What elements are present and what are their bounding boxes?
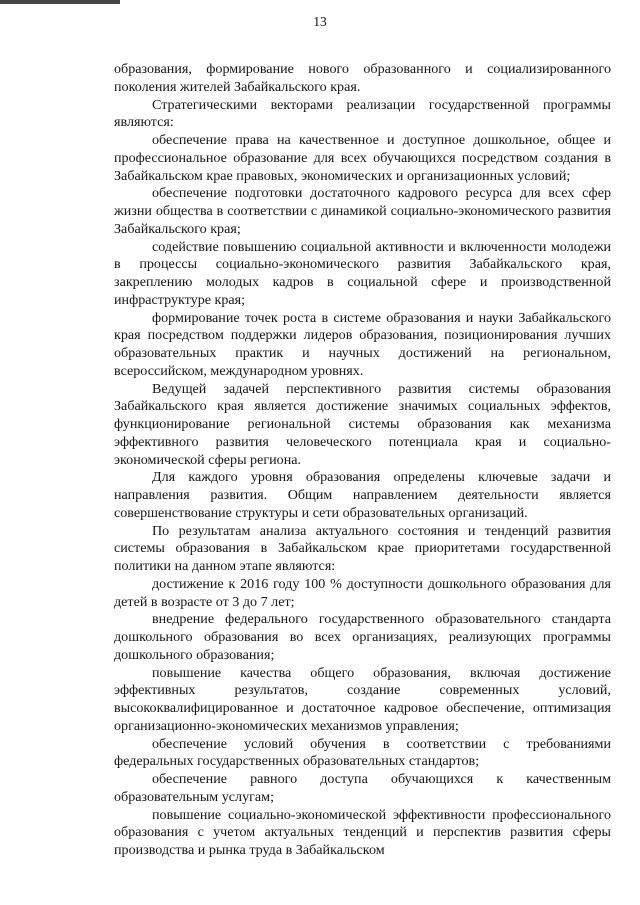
list-item-equal-access: обеспечение равного доступа обучающихся к качественным образовательным услугам;	[114, 771, 611, 805]
paragraph-education-levels: Для каждого уровня образования определены ключевые задачи и направления развития. Общим направлением деятельности является совершенствование структуры и сети образовательных организаций.	[114, 469, 611, 521]
list-item-youth-activity: содействие повышению социальной активности и включенности молодежи в процессы социально-экономического развития Забайкальского края, закреплению молодых кадров в социальной сфере и производственной инфраструктуре края;	[114, 238, 611, 308]
paragraph-leading-task: Ведущей задачей перспективного развития системы образования Забайкальского края является достижение значимых социальных эффектов, функционирование региональной системы образования как механизма эффективного развития человеческого потенциала края и социально-экономической сферы региона.	[114, 380, 611, 468]
list-item-preschool-access: достижение к 2016 году 100 % доступности дошкольного образования для детей в возрасте от 3 до 7 лет;	[114, 575, 611, 610]
list-item-fgos-preschool: внедрение федерального государственного образовательного стандарта дошкольного образования во всех организациях, реализующих программы дошкольного образования;	[114, 611, 611, 663]
list-item-vocational-efficiency: повышение социально-экономической эффективности профессионального образования с учетом актуальных тенденций и перспектив развития сферы производства и рынка труда в Забайкальском	[114, 806, 611, 858]
page-number: 13	[313, 14, 327, 29]
scan-edge-mark	[0, 0, 120, 4]
body-text	[114, 61, 611, 860]
list-item-learning-conditions: обеспечение условий обучения в соответствии с требованиями федеральных государственных образовательных стандартов;	[114, 735, 611, 770]
paragraph-strategic-vectors-intro: Стратегическими векторами реализации государственной программы являются:	[114, 96, 611, 131]
list-item-general-education-quality: повышение качества общего образования, включая достижение эффективных результатов, создание современных условий, высококвалифицированное и достаточное кадровое обеспечение, оптимизация организационно-экономических механизмов управления;	[114, 664, 611, 734]
list-item-education-rights: обеспечение права на качественное и доступное дошкольное, общее и профессиональное образование для всех обучающихся посредством создания в Забайкальском крае правовых, экономических и организационных условий;	[114, 132, 611, 184]
paragraph-continuation: образования, формирование нового образованного и социализированного поколения жителей Забайкальского края.	[114, 61, 611, 95]
list-item-growth-points: формирование точек роста в системе образования и науки Забайкальского края посредством поддержки лидеров образования, позиционирования лучших образовательных практик и научных достижений на региональном, всероссийском, международном уровнях.	[114, 309, 611, 379]
list-item-personnel-training: обеспечение подготовки достаточного кадрового ресурса для всех сфер жизни общества в соответствии с динамикой социально-экономического развития Забайкальского края;	[114, 185, 611, 237]
paragraph-priorities-intro: По результатам анализа актуального состояния и тенденций развития системы образования в Забайкальском крае приоритетами государственной политики на данном этапе являются:	[114, 522, 611, 574]
